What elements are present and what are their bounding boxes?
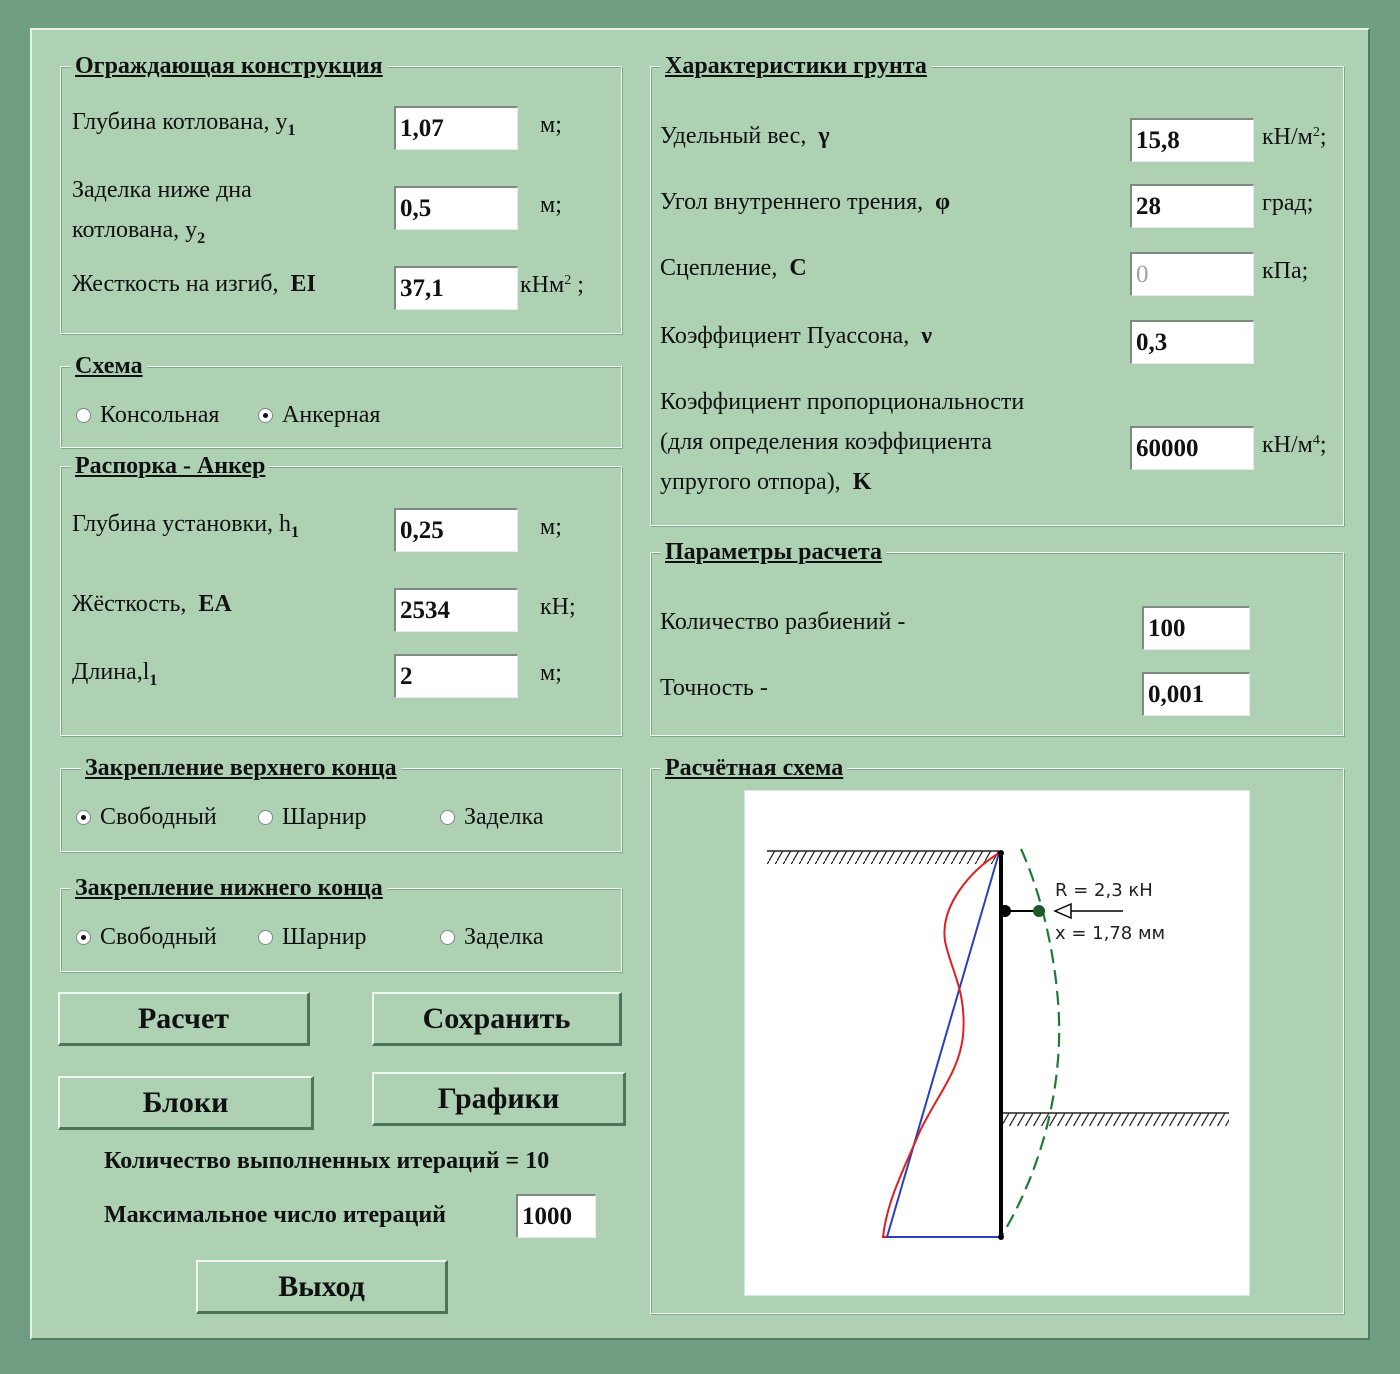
anchor-element [999,905,1045,917]
radio-off-icon [258,810,273,825]
anchor-stiffness-unit: кН; [540,594,576,620]
accuracy-input[interactable] [1142,672,1250,716]
max-iterations-input[interactable] [516,1194,596,1238]
cohesion-unit: кПа; [1262,258,1309,284]
unit-weight-input[interactable] [1130,118,1254,162]
scheme-cantilever-radio[interactable]: Консольная [76,400,219,430]
radio-on-icon [258,408,273,423]
deflection-curve [1001,849,1059,1237]
bottom-fix-free-radio[interactable]: Свободный [76,922,217,952]
displacement-label: x = 1,78 мм [1055,923,1166,944]
depth-label: Глубина котлована, $y_1$ [72,109,296,139]
radio-off-icon [76,408,91,423]
proportionality-label-line3: упругого отпора), K [660,469,872,495]
friction-angle-label: Угол внутреннего трения, φ [660,189,951,215]
friction-angle-unit: град; [1262,190,1314,216]
cohesion-label: Сцепление, C [660,255,807,281]
anchor-group-title: Распорка - Анкер [71,451,269,481]
proportionality-label-line1: Коэффициент пропорциональности [660,389,1025,415]
bending-stiffness-label: Жесткость на изгиб, EI [72,271,316,297]
top-fix-group-title: Закрепление верхнего конца [81,753,401,783]
cohesion-input[interactable] [1130,252,1254,296]
embed-unit: м; [540,192,562,218]
proportionality-label-line2: (для определения коэффициента [660,429,992,455]
wall-bottom-node [998,1234,1004,1240]
accuracy-label: Точность - [660,675,768,701]
reaction-arrow-icon [1055,904,1123,918]
anchor-length-unit: м; [540,660,562,686]
structure-group-title: Ограждающая конструкция [71,51,387,81]
main-window [30,28,1370,1340]
depth-unit: м; [540,112,562,138]
friction-angle-input[interactable] [1130,184,1254,228]
iterations-done-text: Количество выполненных итераций = 10 [104,1148,550,1174]
bottom-fix-hinge-radio[interactable]: Шарнир [258,922,367,952]
anchor-length-label: $Длина,l_1$ [72,659,158,689]
radio-off-icon [440,810,455,825]
anchor-depth-unit: м; [540,514,562,540]
anchor-depth-label: Глубина установки, $h_1$ [72,511,300,541]
scheme-anchor-radio[interactable]: Анкерная [258,400,380,430]
partitions-label: Количество разбиений - [660,609,906,635]
calc-params-group-title: Параметры расчета [661,537,886,567]
anchor-length-input[interactable] [394,654,518,698]
radio-on-icon [76,930,91,945]
excavation-bottom [1003,1113,1229,1126]
unit-weight-label: Удельный вес, γ [660,123,830,149]
top-fix-fixed-radio[interactable]: Заделка [440,802,543,832]
top-fix-free-radio[interactable]: Свободный [76,802,217,832]
embed-input[interactable] [394,186,518,230]
partitions-input[interactable] [1142,606,1250,650]
blocks-button[interactable]: Блоки [58,1076,314,1130]
wall-top-node [998,850,1004,856]
proportionality-input[interactable] [1130,426,1254,470]
calculate-button[interactable]: Расчет [58,992,310,1046]
ground-surface-top [767,851,999,864]
anchor-stiffness-input[interactable] [394,588,518,632]
save-button[interactable]: Сохранить [372,992,622,1046]
bottom-fix-fixed-radio[interactable]: Заделка [440,922,543,952]
depth-input[interactable] [394,106,518,150]
embed-label-line2: котлована, $y_2$ [72,217,206,247]
diagram-svg [745,791,1251,1297]
bending-stiffness-input[interactable] [394,266,518,310]
pressure-diagram [887,853,999,1237]
anchor-stiffness-label: Жёсткость, EA [72,591,232,617]
anchor-depth-input[interactable] [394,508,518,552]
poisson-input[interactable] [1130,320,1254,364]
radio-off-icon [258,930,273,945]
poisson-label: Коэффициент Пуассона, ν [660,323,932,349]
proportionality-unit: $кН/м^4$; [1262,432,1327,458]
diagram-canvas [744,790,1250,1296]
soil-group-title: Характеристики грунта [661,51,931,81]
radio-off-icon [440,930,455,945]
reaction-label: R = 2,3 кН [1055,880,1153,901]
embed-label-line1: Заделка ниже дна [72,177,252,203]
radio-on-icon [76,810,91,825]
charts-button[interactable]: Графики [372,1072,626,1126]
exit-button[interactable]: Выход [196,1260,448,1314]
max-iterations-label: Максимальное число итераций [104,1202,446,1228]
scheme-group-title: Схема [71,351,147,381]
top-fix-hinge-radio[interactable]: Шарнир [258,802,367,832]
unit-weight-unit: $кН/м^2$; [1262,124,1327,150]
bottom-fix-group-title: Закрепление нижнего конца [71,873,387,903]
bending-stiffness-unit: кНм$^2$ ; [520,272,584,298]
diagram-group-title: Расчётная схема [661,753,847,783]
